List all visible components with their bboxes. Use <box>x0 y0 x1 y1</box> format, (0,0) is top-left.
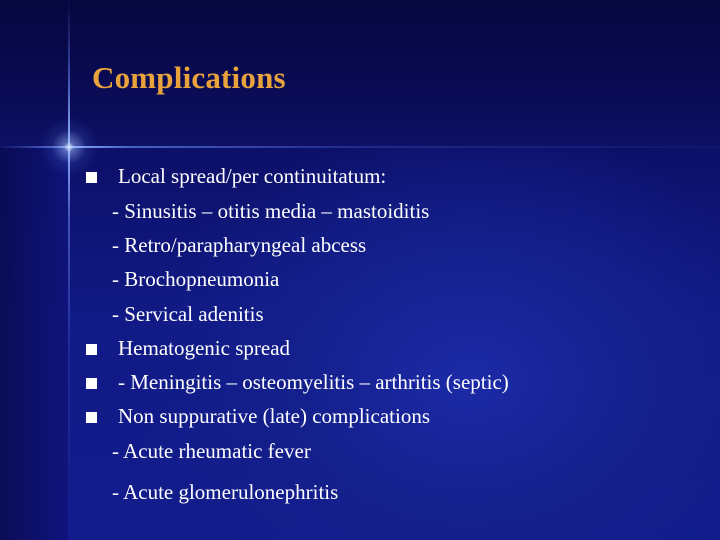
bullet-square-icon <box>86 344 97 355</box>
bullet-square-icon <box>86 172 97 183</box>
sub-item-text: - Brochopneumonia <box>112 267 280 291</box>
bullet-square-icon <box>86 412 97 423</box>
sub-item-text: - Acute glomerulonephritis <box>112 480 339 504</box>
sub-item-text: - Servical adenitis <box>112 302 264 326</box>
bullet-text: - Meningitis – osteomyelitis – arthritis (septic) <box>118 370 509 394</box>
bullet-text: Hematogenic spread <box>118 336 291 360</box>
sub-item-text: - Retro/parapharyngeal abcess <box>112 233 367 257</box>
bullet-square-icon <box>86 378 97 389</box>
sub-item-text: - Acute rheumatic fever <box>112 439 311 463</box>
slide-title: Complications <box>92 60 286 95</box>
bullet-text: Local spread/per continuitatum: <box>118 164 387 188</box>
bullet-text: Non suppurative (late) complications <box>118 404 430 428</box>
sub-item-text: - Sinusitis – otitis media – mastoiditis <box>112 199 430 223</box>
